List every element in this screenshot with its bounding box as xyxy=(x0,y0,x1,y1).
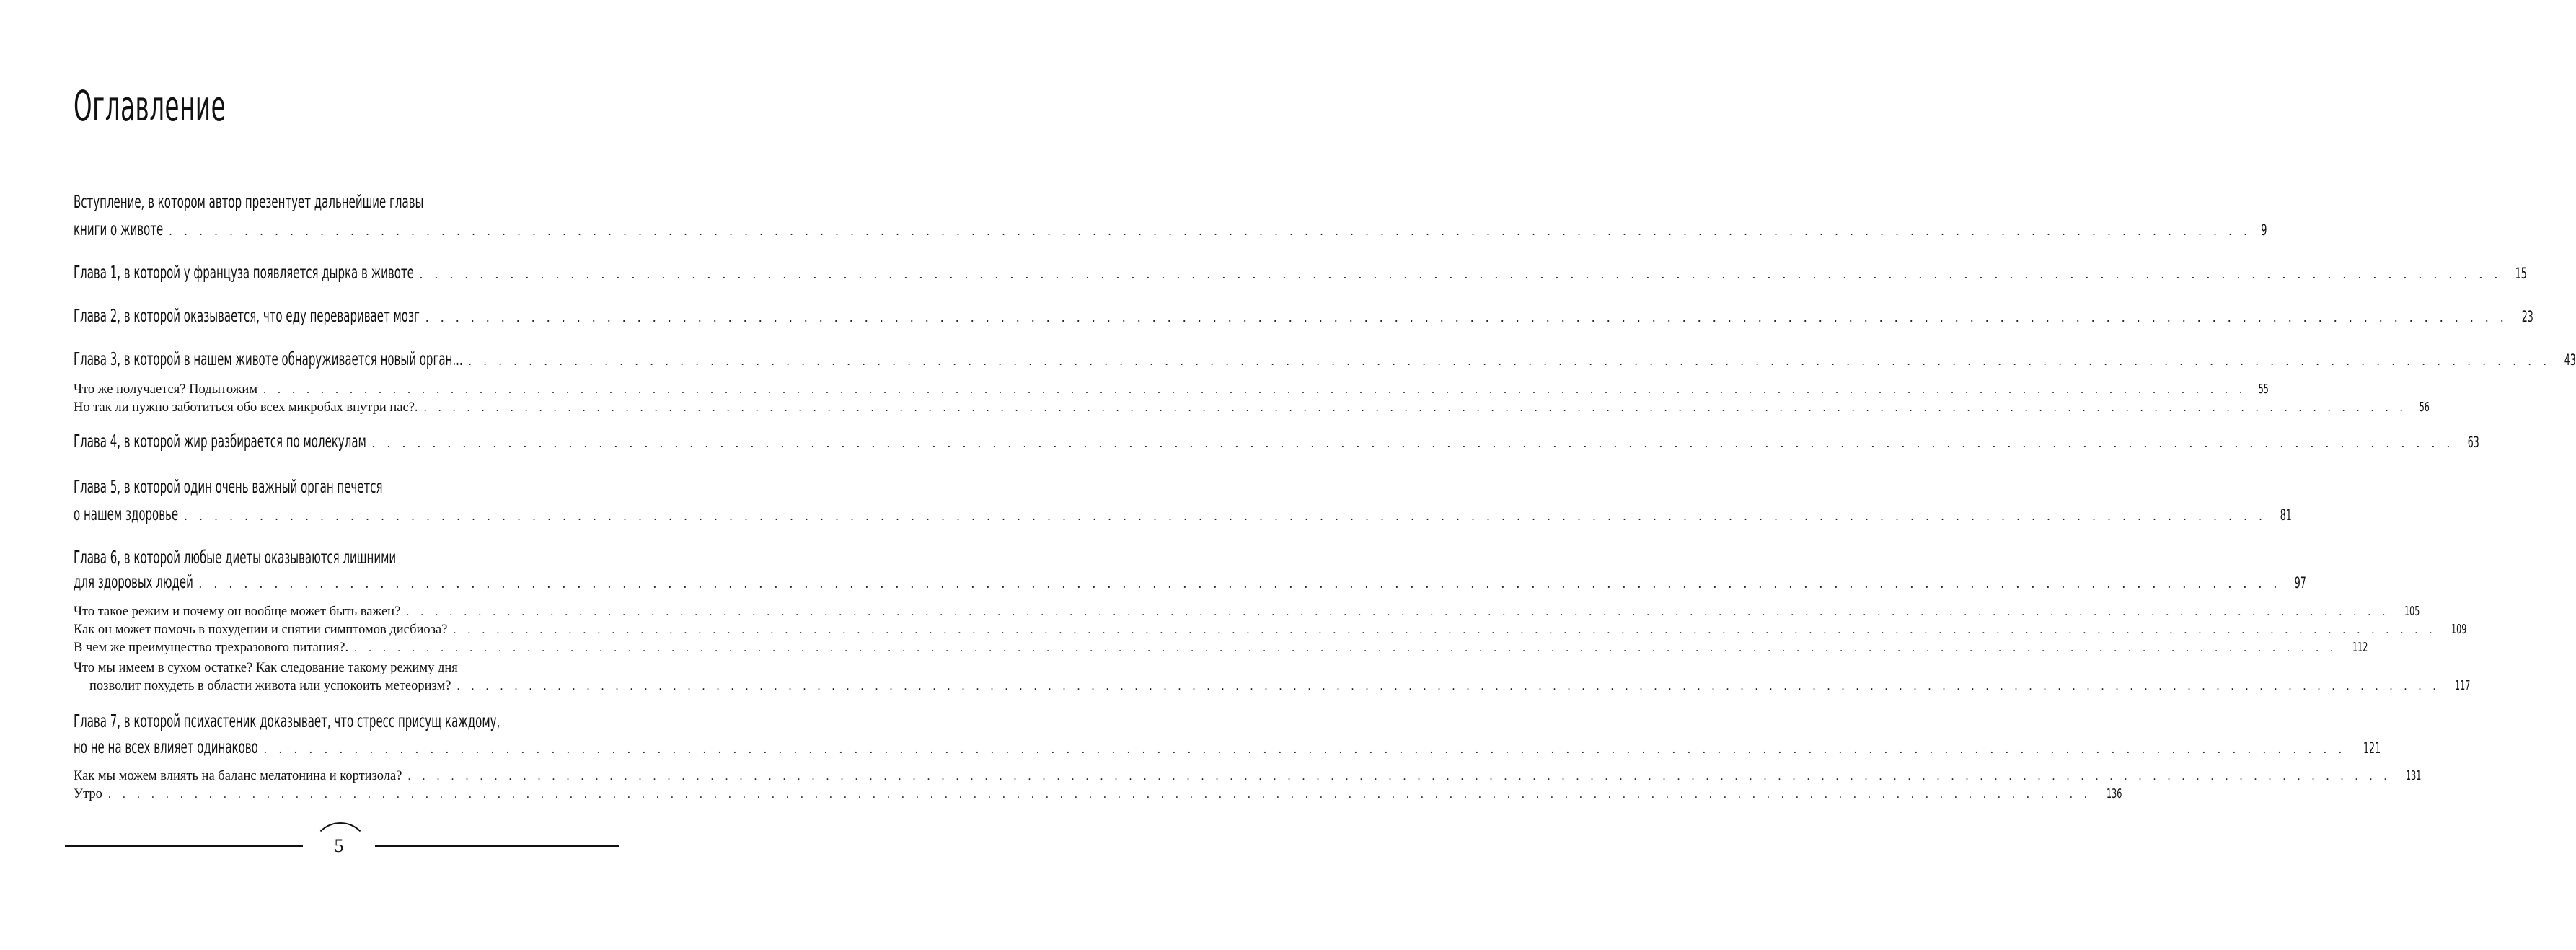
chapter-title: Глава 6, в которой любые диеты оказываются лишними xyxy=(74,547,397,568)
footer-rule-left xyxy=(65,845,319,847)
chapter-title: Глава 4, в которой жир разбирается по молекулам xyxy=(74,431,366,452)
page-ref: 121 xyxy=(2363,739,2381,757)
chapter-title: о нашем здоровье xyxy=(74,503,179,524)
page-ref: 117 xyxy=(2455,678,2471,693)
dot-leader xyxy=(169,224,2251,239)
toc-section-line xyxy=(74,768,2422,785)
page-ref: 131 xyxy=(2406,768,2422,783)
toc-section-line xyxy=(74,677,2471,695)
section-title: В чем же преимущество трехразового питания?. xyxy=(74,641,349,655)
page-ref: 105 xyxy=(2404,604,2420,619)
dot-leader xyxy=(424,400,2407,417)
page-ref: 55 xyxy=(2258,382,2269,397)
page-number: 5 xyxy=(334,835,344,856)
toc-chapter-line xyxy=(74,191,614,213)
dot-leader xyxy=(468,353,2551,369)
page-ref: 63 xyxy=(2467,434,2479,451)
section-title: позволит похудеть в области живота или успокоить метеоризм? xyxy=(89,679,451,693)
section-title: Как мы можем влиять на баланс мелатонина и кортизола? xyxy=(74,769,402,783)
chapter-title: Вступление, в котором автор презентует дальнейшие главы xyxy=(74,191,424,212)
dot-leader xyxy=(406,604,2389,621)
chapter-title: но не на всех влияет одинаково xyxy=(74,736,258,757)
page-ref: 15 xyxy=(2515,265,2527,282)
toc-chapter-line xyxy=(74,571,2306,593)
chapter-title: Глава 5, в которой один очень важный орган печется xyxy=(74,476,383,497)
toc-chapter-line xyxy=(74,219,2267,240)
page-ref: 9 xyxy=(2261,221,2267,239)
dot-leader xyxy=(456,678,2440,695)
chapter-title: Глава 1, в которой у француза появляется дырка в животе xyxy=(74,262,414,283)
dot-leader xyxy=(184,509,2267,524)
dot-leader xyxy=(263,382,2246,399)
toc-chapter-line xyxy=(74,305,2533,327)
toc-chapter-line xyxy=(74,547,614,568)
dot-leader xyxy=(264,742,2347,757)
page-ref: 136 xyxy=(2106,786,2122,801)
toc-section-line xyxy=(74,399,2430,416)
page-ref: 56 xyxy=(2419,400,2430,415)
toc-section-line xyxy=(74,381,2269,398)
dot-leader xyxy=(407,768,2391,786)
dot-leader xyxy=(354,640,2337,657)
page-ref: 97 xyxy=(2294,574,2306,591)
section-title: Что же получается? Подытожим xyxy=(74,382,258,397)
chapter-title: Глава 2, в которой оказывается, что еду переваривает мозг xyxy=(74,305,420,326)
section-title: Что мы имеем в сухом остатке? Как следование такому режиму дня xyxy=(74,661,458,675)
chapter-title: книги о животе xyxy=(74,219,164,239)
toc-section-line xyxy=(74,786,2122,803)
section-title: Утро xyxy=(74,787,102,801)
footer-rule-right xyxy=(359,845,619,847)
dot-leader xyxy=(425,310,2508,325)
chapter-title: для здоровых людей xyxy=(74,571,193,592)
toc-chapter-line xyxy=(74,348,2576,370)
dot-leader xyxy=(108,786,2091,804)
toc-section-line xyxy=(74,639,2368,656)
toc-title: Оглавление xyxy=(74,82,226,131)
dot-leader xyxy=(199,576,2282,591)
dot-leader xyxy=(453,622,2436,639)
toc-chapter-line xyxy=(74,711,614,732)
section-title: Что такое режим и почему он вообще может быть важен? xyxy=(74,604,401,619)
toc-chapter-line xyxy=(74,736,2381,758)
toc-section-line xyxy=(74,621,2467,638)
page-ref: 23 xyxy=(2521,308,2533,325)
toc-section-line xyxy=(74,603,2420,620)
toc-chapter-line xyxy=(74,431,2479,452)
dot-leader xyxy=(420,267,2502,282)
section-title: Как он может помочь в похудении и снятии симптомов дисбиоза? xyxy=(74,623,448,637)
toc-section-line xyxy=(74,659,614,677)
toc-chapter-line xyxy=(74,262,2527,283)
toc-chapter-line xyxy=(74,476,614,498)
page-ref: 43 xyxy=(2564,351,2576,369)
dot-leader xyxy=(372,436,2455,451)
section-title: Но так ли нужно заботиться обо всех микробах внутри нас?. xyxy=(74,400,418,415)
page-ref: 81 xyxy=(2280,506,2292,524)
page-ref: 112 xyxy=(2352,640,2368,655)
toc-chapter-line xyxy=(74,503,2292,525)
chapter-title: Глава 3, в которой в нашем животе обнаруживается новый орган... xyxy=(74,348,463,369)
chapter-title: Глава 7, в которой психастеник доказывает, что стресс присущ каждому, xyxy=(74,711,500,731)
page-ref: 109 xyxy=(2451,622,2467,637)
